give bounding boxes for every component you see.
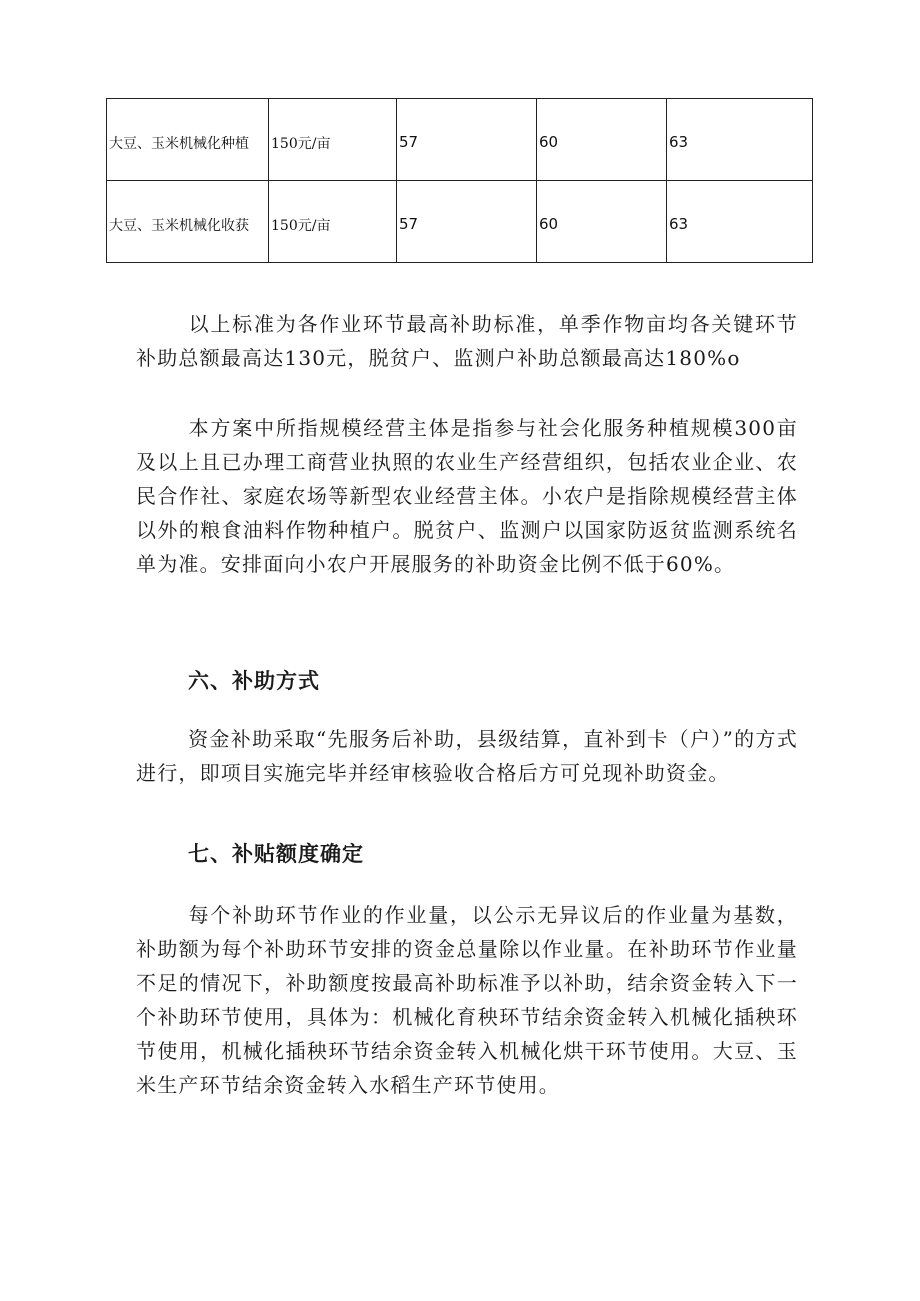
table-cell-value: 57: [397, 99, 537, 181]
paragraph-amount: [136, 898, 798, 1102]
subsidy-table: [106, 98, 813, 263]
table-cell-standard: 150元/亩: [269, 99, 397, 181]
paragraph-text: 以上标准为各作业环节最高补助标准，单季作物亩均各关键环节补助总额最高达130元，脱贫户、监测户补助总额最高达180%o: [136, 312, 798, 370]
table-cell-value: 60: [537, 181, 667, 263]
table-cell-value: 63: [667, 99, 813, 181]
table-cell-value: 63: [667, 181, 813, 263]
paragraph-text: 资金补助采取“先服务后补助，县级结算，直补到卡（户）”的方式进行，即项目实施完毕并经审核验收合格后方可兑现补助资金。: [136, 727, 798, 785]
table-cell-item: 大豆、玉米机械化种植: [107, 99, 269, 181]
table-cell-standard: 150元/亩: [269, 181, 397, 263]
paragraph-text: 每个补助环节作业的作业量，以公示无异议后的作业量为基数，补助额为每个补助环节安排的资金总量除以作业量。在补助环节作业量不足的情况下，补助额度按最高补助标准予以补助，结余资金转入下一个补助环节使用，具体为：机械化育秧环节结余资金转入机械化插秧环节使用，机械化插秧环节结余资金转入机械化烘干环节使用。大豆、玉米生产环节结余资金转入水稻生产环节使用。: [136, 903, 798, 1097]
section-heading-subsidy-amount: 七、补贴额度确定: [188, 842, 364, 866]
paragraph-text: 本方案中所指规模经营主体是指参与社会化服务种植规模300亩及以上且已办理工商营业执照的农业生产经营组织，包括农业企业、农民合作社、家庭农场等新型农业经营主体。小农户是指除规模经营主体以外的粮食油料作物种植户。脱贫户、监测户以国家防返贫监测系统名单为准。安排面向小农户开展服务的补助资金比例不低于60%。: [136, 416, 798, 576]
paragraph-definitions: [136, 411, 798, 581]
table-cell-value: 60: [537, 99, 667, 181]
table-cell-item: 大豆、玉米机械化收获: [107, 181, 269, 263]
paragraph-method: [136, 722, 798, 790]
paragraph-standards: [136, 307, 798, 375]
table-row: [107, 99, 813, 181]
section-heading-subsidy-method: 六、补助方式: [188, 669, 320, 693]
table-row: [107, 181, 813, 263]
table-cell-value: 57: [397, 181, 537, 263]
